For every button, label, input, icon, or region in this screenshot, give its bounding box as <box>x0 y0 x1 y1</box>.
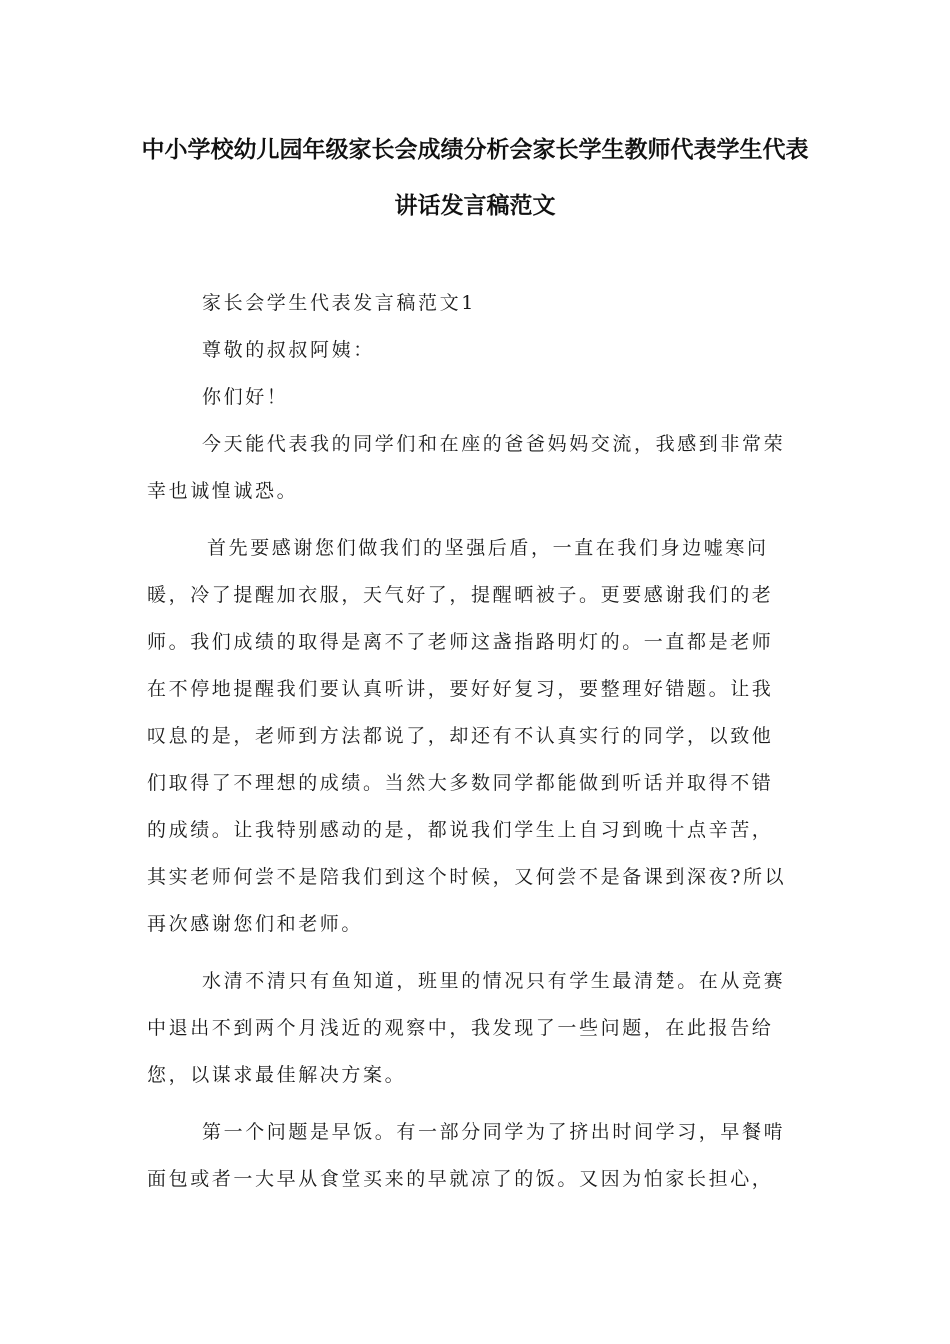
paragraph-line: 师。我们成绩的取得是离不了老师这盏指路明灯的。一直都是老师 <box>147 631 774 653</box>
title-line: 讲话发言稿范文 <box>394 193 556 219</box>
title-line: 中小学校幼儿园年级家长会成绩分析会家长学生教师代表学生代表 <box>141 137 809 163</box>
paragraph-line: 在不停地提醒我们要认真听讲，要好好复习，要整理好错题。让我 <box>147 678 774 700</box>
document-body <box>147 280 807 1203</box>
paragraph-line: 您，以谋求最佳解决方案。 <box>147 1064 407 1086</box>
section-heading: 家长会学生代表发言稿范文1 <box>202 292 476 314</box>
paragraph-4 <box>147 1109 807 1203</box>
paragraph-line: 的成绩。让我特别感动的是，都说我们学生上自习到晚十点辛苦， <box>147 819 774 841</box>
paragraph-line: 中退出不到两个月浅近的观察中，我发现了一些问题，在此报告给 <box>147 1017 774 1039</box>
paragraph-3 <box>147 958 807 1099</box>
paragraph-line: 暖，冷了提醒加衣服，天气好了，提醒晒被子。更要感谢我们的老 <box>147 584 774 606</box>
paragraph-line: 首先要感谢您们做我们的坚强后盾，一直在我们身边嘘寒问 <box>207 537 769 559</box>
paragraph-line: 幸也诚惶诚恐。 <box>147 480 299 502</box>
paragraph-1 <box>147 421 807 515</box>
paragraph-line: 其实老师何尝不是陪我们到这个时候，又何尝不是备课到深夜?所以 <box>147 866 787 888</box>
greeting: 你们好！ <box>202 386 289 408</box>
paragraph-line: 面包或者一大早从食堂买来的早就凉了的饭。又因为怕家长担心， <box>147 1168 774 1190</box>
paragraph-line: 水清不清只有鱼知道，班里的情况只有学生最清楚。在从竞赛 <box>202 970 786 992</box>
salutation: 尊敬的叔叔阿姨： <box>202 339 375 361</box>
paragraph-2 <box>147 525 807 948</box>
paragraph-line: 再次感谢您们和老师。 <box>147 913 364 935</box>
paragraph-line: 叹息的是，老师到方法都说了，却还有不认真实行的同学，以致他 <box>147 725 774 747</box>
document-title <box>100 122 850 234</box>
paragraph-line: 们取得了不理想的成绩。当然大多数同学都能做到听话并取得不错 <box>147 772 774 794</box>
paragraph-line: 第一个问题是早饭。有一部分同学为了挤出时间学习，早餐啃 <box>202 1121 786 1143</box>
paragraph-line: 今天能代表我的同学们和在座的爸爸妈妈交流，我感到非常荣 <box>202 433 786 455</box>
